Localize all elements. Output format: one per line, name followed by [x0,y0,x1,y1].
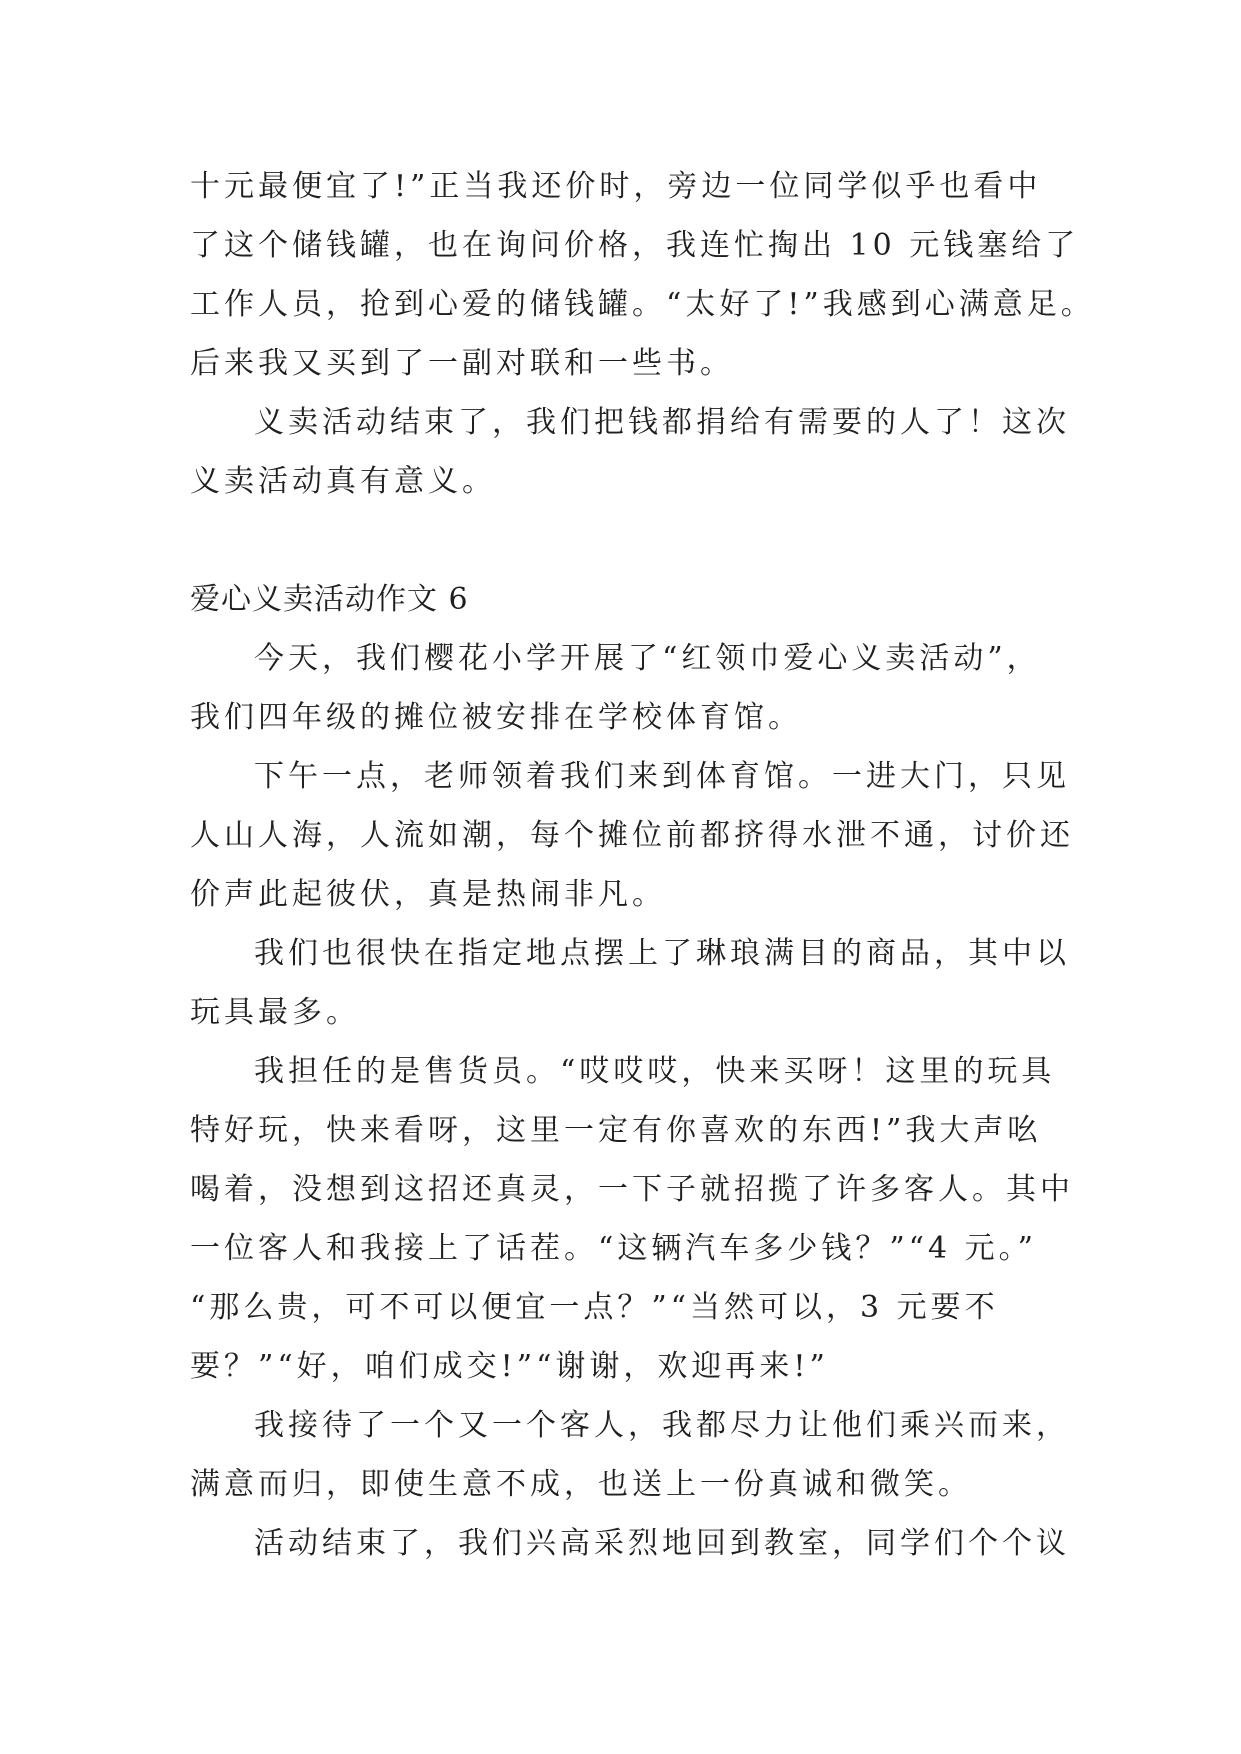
text-line: 义卖活动结束了，我们把钱都捐给有需要的人了！这次 [254,405,1070,440]
text-line: 了这个储钱罐，也在询问价格，我连忙掏出 10 元钱塞给了 [190,228,1080,263]
text-line: 一位客人和我接上了话茬。“这辆汽车多少钱？”“4 元。” [190,1231,1037,1266]
document-body [190,157,1095,1573]
text-line: 满意而归，即使生意不成，也送上一份真诚和微笑。 [190,1467,972,1502]
text-line: “那么贵，可不可以便宜一点？”“当然可以，3 元要不 [190,1290,999,1325]
paragraph [190,393,1070,511]
text-line: 活动结束了，我们兴高采烈地回到教室，同学们个个议 [254,1526,1070,1561]
text-line: 价声此起彼伏，真是热闹非凡。 [190,877,666,912]
text-line: 玩具最多。 [190,995,360,1030]
paragraph [190,747,1074,924]
text-line: 后来我又买到了一副对联和一些书。 [190,346,734,381]
text-line: 要？”“好，咱们成交!”“谢谢，欢迎再来!” [190,1349,829,1384]
text-line: 义卖活动真有意义。 [190,464,496,499]
text-line: 今天，我们樱花小学开展了“红领巾爱心义卖活动”， [254,641,1041,676]
text-line: 我担任的是售货员。“哎哎哎，快来买呀！这里的玩具 [254,1054,1056,1089]
text-line: 喝着，没想到这招还真灵，一下子就招揽了许多客人。其中 [190,1172,1074,1207]
text-line: 我接待了一个又一个客人，我都尽力让他们乘兴而来， [254,1408,1070,1443]
paragraph [190,629,1050,747]
text-line: 我们也很快在指定地点摆上了琳琅满目的商品，其中以 [254,936,1070,971]
paragraph [190,924,1070,1042]
text-line: 特好玩，快来看呀，这里一定有你喜欢的东西!”我大声吆 [190,1113,1042,1148]
text-line: 人山人海，人流如潮，每个摊位前都挤得水泄不通，讨价还 [190,818,1074,853]
text-line: 我们四年级的摊位被安排在学校体育馆。 [190,700,802,735]
text-line: 十元最便宜了!”正当我还价时，旁边一位同学似乎也看中 [190,169,1042,204]
text-line: 工作人员，抢到心爱的储钱罐。“太好了!”我感到心满意足。 [190,287,1095,322]
text-line: 下午一点，老师领着我们来到体育馆。一进大门，只见 [254,759,1070,794]
paragraph [190,1514,1070,1573]
section-spacer [190,511,1050,570]
paragraph [190,1042,1074,1396]
paragraph [190,1396,1070,1514]
section-title: 爱心义卖活动作文 6 [190,582,469,617]
paragraph [190,157,1095,393]
